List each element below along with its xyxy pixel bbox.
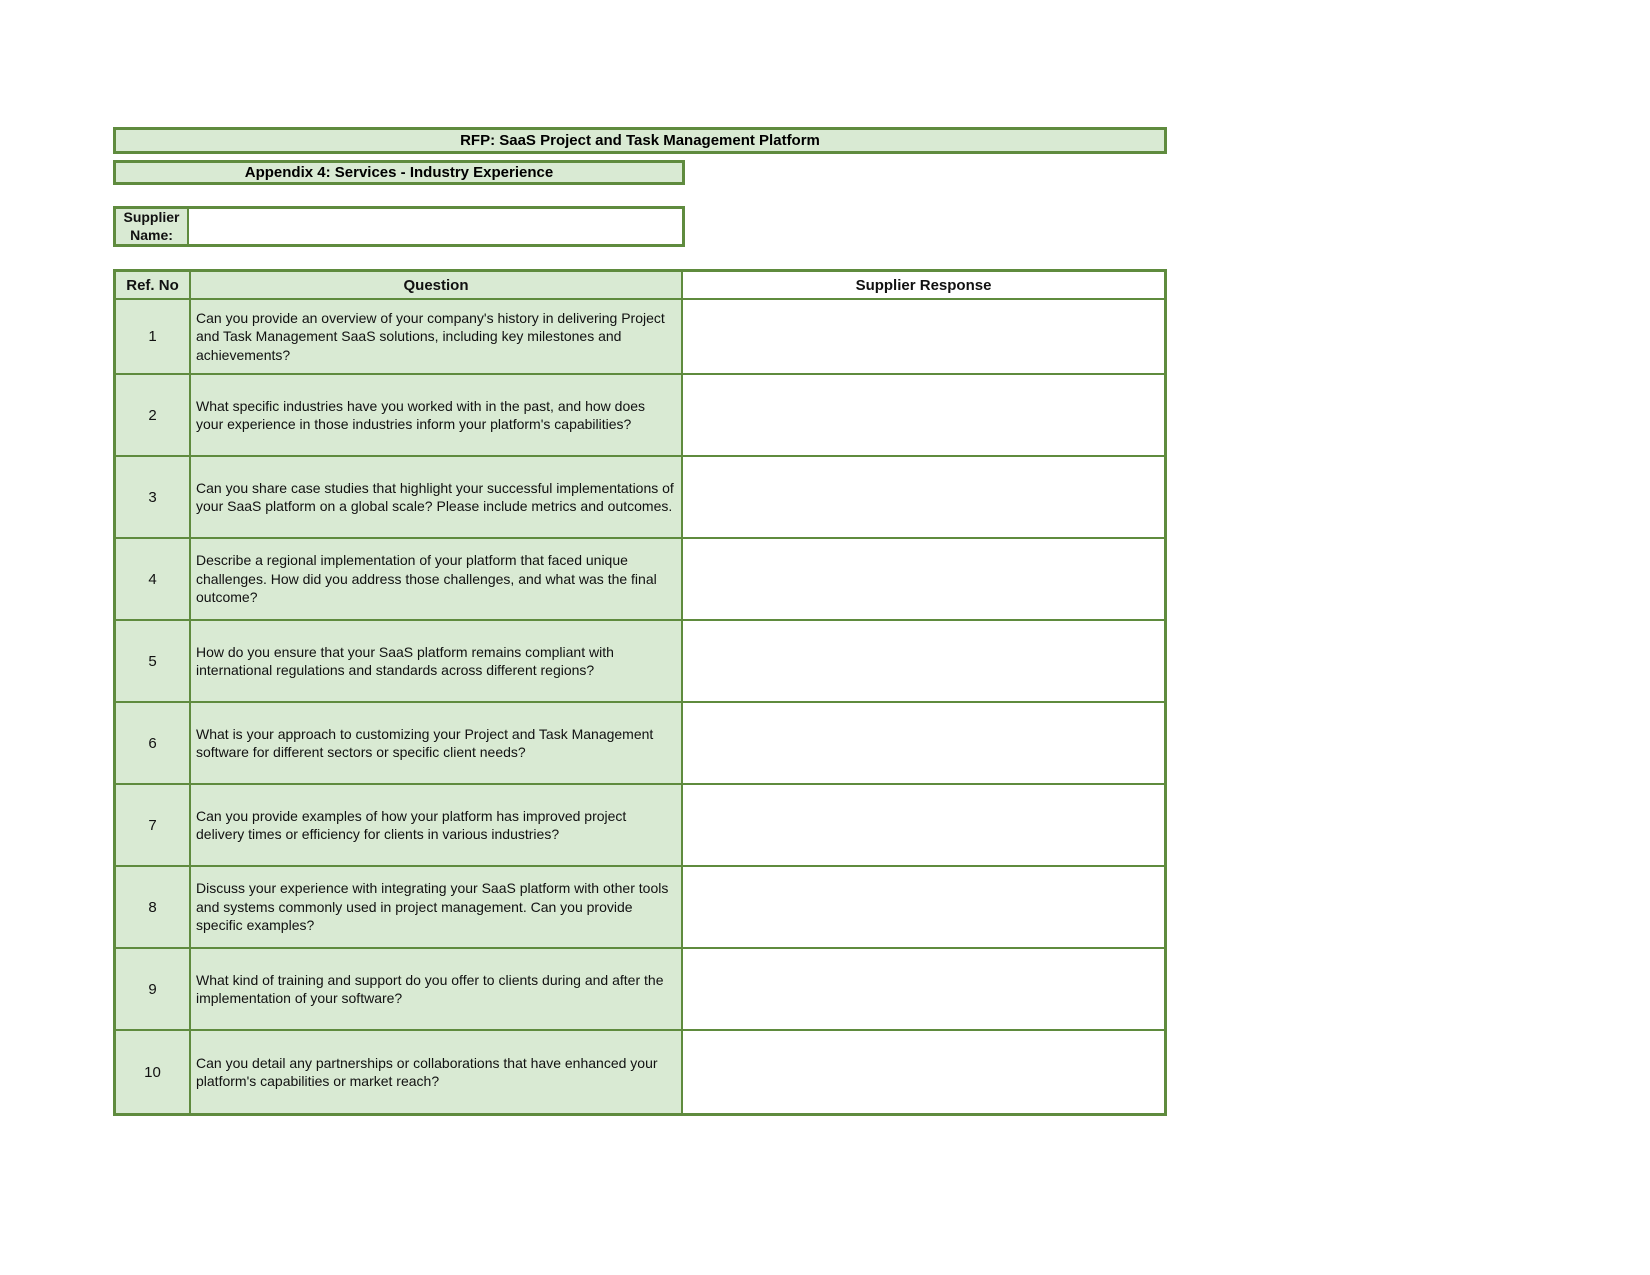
ref-no-cell: 7 bbox=[116, 785, 191, 865]
question-cell: Can you detail any partnerships or collaborations that have enhanced your platform's capabilities or market reach? bbox=[191, 1031, 683, 1113]
ref-no-cell: 10 bbox=[116, 1031, 191, 1113]
question-cell: Can you share case studies that highlight your successful implementations of your SaaS platform on a global scale? Please include metrics and outcomes. bbox=[191, 457, 683, 537]
question-cell: How do you ensure that your SaaS platform remains compliant with international regulations and standards across different regions? bbox=[191, 621, 683, 701]
appendix-subtitle-text: Appendix 4: Services - Industry Experience bbox=[244, 164, 554, 181]
table-body bbox=[116, 300, 1164, 1113]
ref-no-cell: 6 bbox=[116, 703, 191, 783]
table-row bbox=[116, 375, 1164, 457]
rfp-title-bar bbox=[113, 127, 1167, 154]
table-row bbox=[116, 867, 1164, 949]
ref-no-cell: 5 bbox=[116, 621, 191, 701]
rfp-title-text: RFP: SaaS Project and Task Management Platform bbox=[460, 132, 820, 149]
ref-no-cell: 2 bbox=[116, 375, 191, 455]
question-cell: What is your approach to customizing your Project and Task Management software for different sectors or specific client needs? bbox=[191, 703, 683, 783]
supplier-response-cell[interactable] bbox=[683, 375, 1164, 455]
table-row bbox=[116, 703, 1164, 785]
supplier-name-input[interactable] bbox=[189, 209, 682, 244]
questions-table bbox=[113, 269, 1167, 1116]
header-question: Question bbox=[191, 272, 683, 298]
table-row bbox=[116, 539, 1164, 621]
ref-no-cell: 3 bbox=[116, 457, 191, 537]
question-cell: Discuss your experience with integrating your SaaS platform with other tools and systems commonly used in project management. Can you provide specific examples? bbox=[191, 867, 683, 947]
table-row bbox=[116, 949, 1164, 1031]
table-row bbox=[116, 785, 1164, 867]
header-supplier-response: Supplier Response bbox=[683, 272, 1164, 298]
question-cell: What kind of training and support do you offer to clients during and after the implementation of your software? bbox=[191, 949, 683, 1029]
ref-no-cell: 1 bbox=[116, 300, 191, 373]
header-ref-no: Ref. No bbox=[116, 272, 191, 298]
supplier-name-label: Supplier Name: bbox=[116, 209, 189, 244]
supplier-response-cell[interactable] bbox=[683, 785, 1164, 865]
supplier-response-cell[interactable] bbox=[683, 867, 1164, 947]
question-cell: What specific industries have you worked with in the past, and how does your experience in those industries inform your platform's capabilities? bbox=[191, 375, 683, 455]
supplier-name-box bbox=[113, 206, 685, 247]
ref-no-cell: 8 bbox=[116, 867, 191, 947]
table-row bbox=[116, 621, 1164, 703]
question-cell: Can you provide examples of how your platform has improved project delivery times or efficiency for clients in various industries? bbox=[191, 785, 683, 865]
question-cell: Can you provide an overview of your company's history in delivering Project and Task Management SaaS solutions, including key milestones and achievements? bbox=[191, 300, 683, 373]
supplier-response-cell[interactable] bbox=[683, 300, 1164, 373]
supplier-response-cell[interactable] bbox=[683, 621, 1164, 701]
ref-no-cell: 9 bbox=[116, 949, 191, 1029]
ref-no-cell: 4 bbox=[116, 539, 191, 619]
supplier-response-cell[interactable] bbox=[683, 703, 1164, 783]
supplier-response-cell[interactable] bbox=[683, 949, 1164, 1029]
table-header-row bbox=[116, 272, 1164, 300]
supplier-response-cell[interactable] bbox=[683, 457, 1164, 537]
supplier-response-cell[interactable] bbox=[683, 1031, 1164, 1113]
appendix-subtitle-bar bbox=[113, 160, 685, 185]
question-cell: Describe a regional implementation of your platform that faced unique challenges. How did you address those challenges, and what was the final outcome? bbox=[191, 539, 683, 619]
table-row bbox=[116, 1031, 1164, 1113]
table-row bbox=[116, 300, 1164, 375]
table-row bbox=[116, 457, 1164, 539]
supplier-response-cell[interactable] bbox=[683, 539, 1164, 619]
